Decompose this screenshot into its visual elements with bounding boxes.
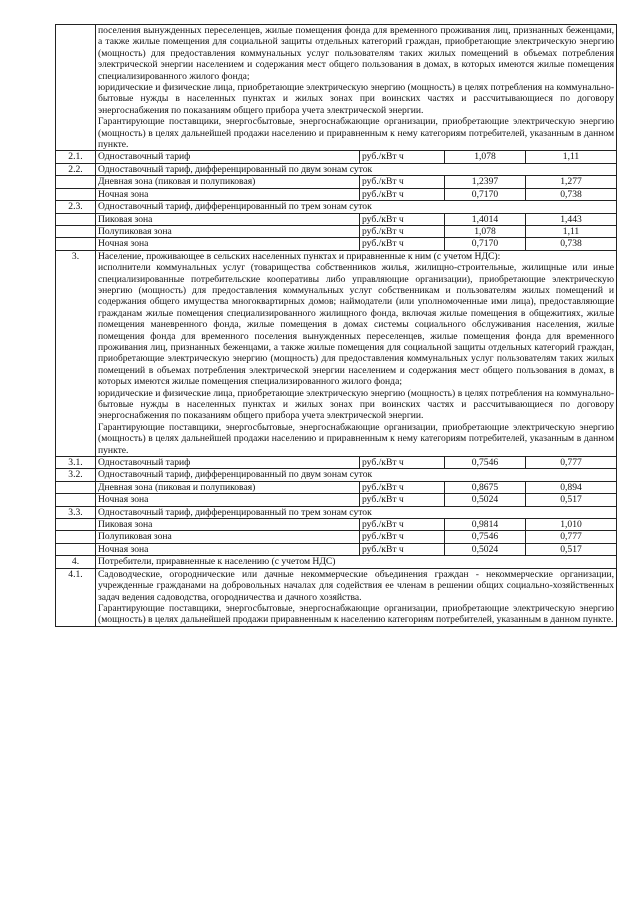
row-number [56,531,96,543]
unit: руб./кВт ч [360,457,445,469]
row-number: 2.1. [56,151,96,163]
table-row [56,543,617,555]
table-row [56,151,617,163]
table-row [56,568,617,626]
zone-name: Ночная зона [96,494,360,506]
value-1: 0,8675 [445,481,526,493]
table-row [56,469,617,481]
tariff-name: Одноставочный тариф, дифференцированный по трем зонам суток [96,201,617,213]
row-description [96,568,617,626]
table-row [56,188,617,200]
row-number [56,543,96,555]
section-heading: Потребители, приравненные к населению (с учетом НДС) [96,556,617,568]
row-number: 4.1. [56,568,96,626]
value-2: 1,11 [526,151,617,163]
paragraph: юридические и физические лица, приобретающие электрическую энергию (мощность) в целях потребления на коммунально-бытовые нужды в населенных пунктах и жилых зонах при воинских частях и рассчитывающиеся по договору энергоснабжения по показаниям общего прибора учета электрической энергии. [98,82,615,116]
value-1: 1,2397 [445,176,526,188]
row-number [56,238,96,250]
zone-name: Полупиковая зона [96,225,360,237]
tariff-name: Одноставочный тариф, дифференцированный по двум зонам суток [96,469,617,481]
table-row [56,519,617,531]
unit: руб./кВт ч [360,238,445,250]
table-row [56,481,617,493]
unit: руб./кВт ч [360,531,445,543]
row-number: 2.2. [56,163,96,175]
unit: руб./кВт ч [360,519,445,531]
zone-name: Ночная зона [96,188,360,200]
zone-name: Дневная зона (пиковая и полупиковая) [96,481,360,493]
row-number [56,494,96,506]
value-2: 1,443 [526,213,617,225]
value-2: 1,010 [526,519,617,531]
table-row [56,201,617,213]
table-row [56,213,617,225]
value-1: 0,7546 [445,457,526,469]
table-row [56,506,617,518]
tariff-table [55,24,617,627]
row-number: 2.3. [56,201,96,213]
value-1: 0,7170 [445,188,526,200]
tariff-name: Одноставочный тариф, дифференцированный по двум зонам суток [96,163,617,175]
value-2: 0,777 [526,457,617,469]
table-row [56,163,617,175]
row-description [96,250,617,456]
value-2: 0,738 [526,238,617,250]
zone-name: Полупиковая зона [96,531,360,543]
unit: руб./кВт ч [360,213,445,225]
table-row [56,25,617,151]
unit: руб./кВт ч [360,225,445,237]
zone-name: Пиковая зона [96,519,360,531]
row-number: 3. [56,250,96,456]
row-number [56,213,96,225]
value-1: 0,5024 [445,543,526,555]
table-row [56,250,617,456]
value-1: 1,4014 [445,213,526,225]
row-number: 4. [56,556,96,568]
value-2: 1,11 [526,225,617,237]
paragraph: Гарантирующие поставщики, энергосбытовые, энергоснабжающие организации, приобретающие электрическую энергию (мощность) в целях дальнейшей продажи приравненным к населению категориям потребителей, указанным в данном пункте. [98,602,615,626]
value-1: 0,7546 [445,531,526,543]
value-2: 1,277 [526,176,617,188]
row-number [56,225,96,237]
value-1: 0,7170 [445,238,526,250]
table-row [56,238,617,250]
table-row [56,494,617,506]
row-number [56,25,96,151]
table-row [56,225,617,237]
row-number [56,188,96,200]
unit: руб./кВт ч [360,188,445,200]
tariff-name: Одноставочный тариф [96,457,360,469]
value-2: 0,777 [526,531,617,543]
paragraph: юридические и физические лица, приобретающие электрическую энергию (мощность) в целях потребления на коммунально-бытовые нужды в населенных пунктах и жилых зонах при воинских частях и рассчитывающиеся по договору энергоснабжения по показаниям общего прибора учета электрической энергии. [98,387,615,422]
value-2: 0,894 [526,481,617,493]
tariff-name: Одноставочный тариф [96,151,360,163]
zone-name: Дневная зона (пиковая и полупиковая) [96,176,360,188]
row-number [56,481,96,493]
paragraph: Садоводческие, огороднические или дачные некоммерческие объединения граждан - некоммерческие организации, учрежденные гражданами на добровольных началах для содействия ее членам в решении общих социально-хозяйственных задач ведения садоводства, огородничества и дачного хозяйства. [98,568,615,603]
value-1: 0,5024 [445,494,526,506]
value-1: 1,078 [445,151,526,163]
value-2: 0,517 [526,494,617,506]
paragraph: Гарантирующие поставщики, энергосбытовые, энергоснабжающие организации, приобретающие электрическую энергию (мощность) в целях дальнейшей продажи населению и приравненным к нему категориям потребителей, указанным в данном пункте. [98,421,615,456]
zone-name: Пиковая зона [96,213,360,225]
row-number: 3.2. [56,469,96,481]
table-row [56,556,617,568]
table-row [56,457,617,469]
table-row [56,176,617,188]
zone-name: Ночная зона [96,543,360,555]
value-2: 0,517 [526,543,617,555]
row-number [56,176,96,188]
unit: руб./кВт ч [360,494,445,506]
row-number: 3.3. [56,506,96,518]
value-2: 0,738 [526,188,617,200]
table-row [56,531,617,543]
zone-name: Ночная зона [96,238,360,250]
row-description [96,25,617,151]
value-1: 1,078 [445,225,526,237]
paragraph: Гарантирующие поставщики, энергосбытовые, энергоснабжающие организации, приобретающие электрическую энергию (мощность) в целях дальнейшей продажи населению и приравненным к нему категориям потребителей, указанным в данном пункте. [98,116,615,151]
paragraph: поселения вынужденных переселенцев, жилые помещения фонда для временного проживания лиц, признанных беженцами, а также жилые помещения для социальной защиты отдельных категорий граждан, приобретающие электрическую энергию (мощность) для предоставления коммунальных услуг пользователям таких жилых помещений в объемах потребления электрической энергии населением и содержания мест общего пользования в домах, в которых имеются жилые помещения специализированного жилого фонда; [98,25,615,82]
unit: руб./кВт ч [360,543,445,555]
paragraph: Население, проживающее в сельских населенных пунктах и приравненные к ним (с учетом НДС): [98,250,501,262]
unit: руб./кВт ч [360,176,445,188]
paragraph: исполнители коммунальных услуг (товарищества собственников жилья, жилищно-строительные, жилищные или иные специализированные потребительские кооперативы либо управляющие организации), приобретающие электрическую энергию (мощность) для предоставления коммунальных услуг собственникам и пользователям жилых помещений и содержания общего имущества многоквартирных домов; наймодатели (или уполномоченные ими лица), предоставляющие гражданам жилые помещения специализированного жилищного фонда, включая жилые помещения в общежитиях, жилые помещения маневренного фонда, жилые помещения в домах системы социального обслуживания населения, жилые помещения фонда для временного поселения вынужденных переселенцев, жилые помещения фонда для временного проживания лиц, признанных беженцами, а также жилые помещения для социальной защиты отдельных категорий граждан, приобретающие электрическую энергию (мощность) для предоставления коммунальных услуг пользователям таких жилых помещений в объемах потребления электрической энергии населением и содержания мест общего пользования в домах, в которых имеются жилые помещения специализированного жилого фонда; [98,262,615,388]
unit: руб./кВт ч [360,481,445,493]
value-1: 0,9814 [445,519,526,531]
row-number [56,519,96,531]
row-number: 3.1. [56,457,96,469]
unit: руб./кВт ч [360,151,445,163]
tariff-name: Одноставочный тариф, дифференцированный по трем зонам суток [96,506,617,518]
